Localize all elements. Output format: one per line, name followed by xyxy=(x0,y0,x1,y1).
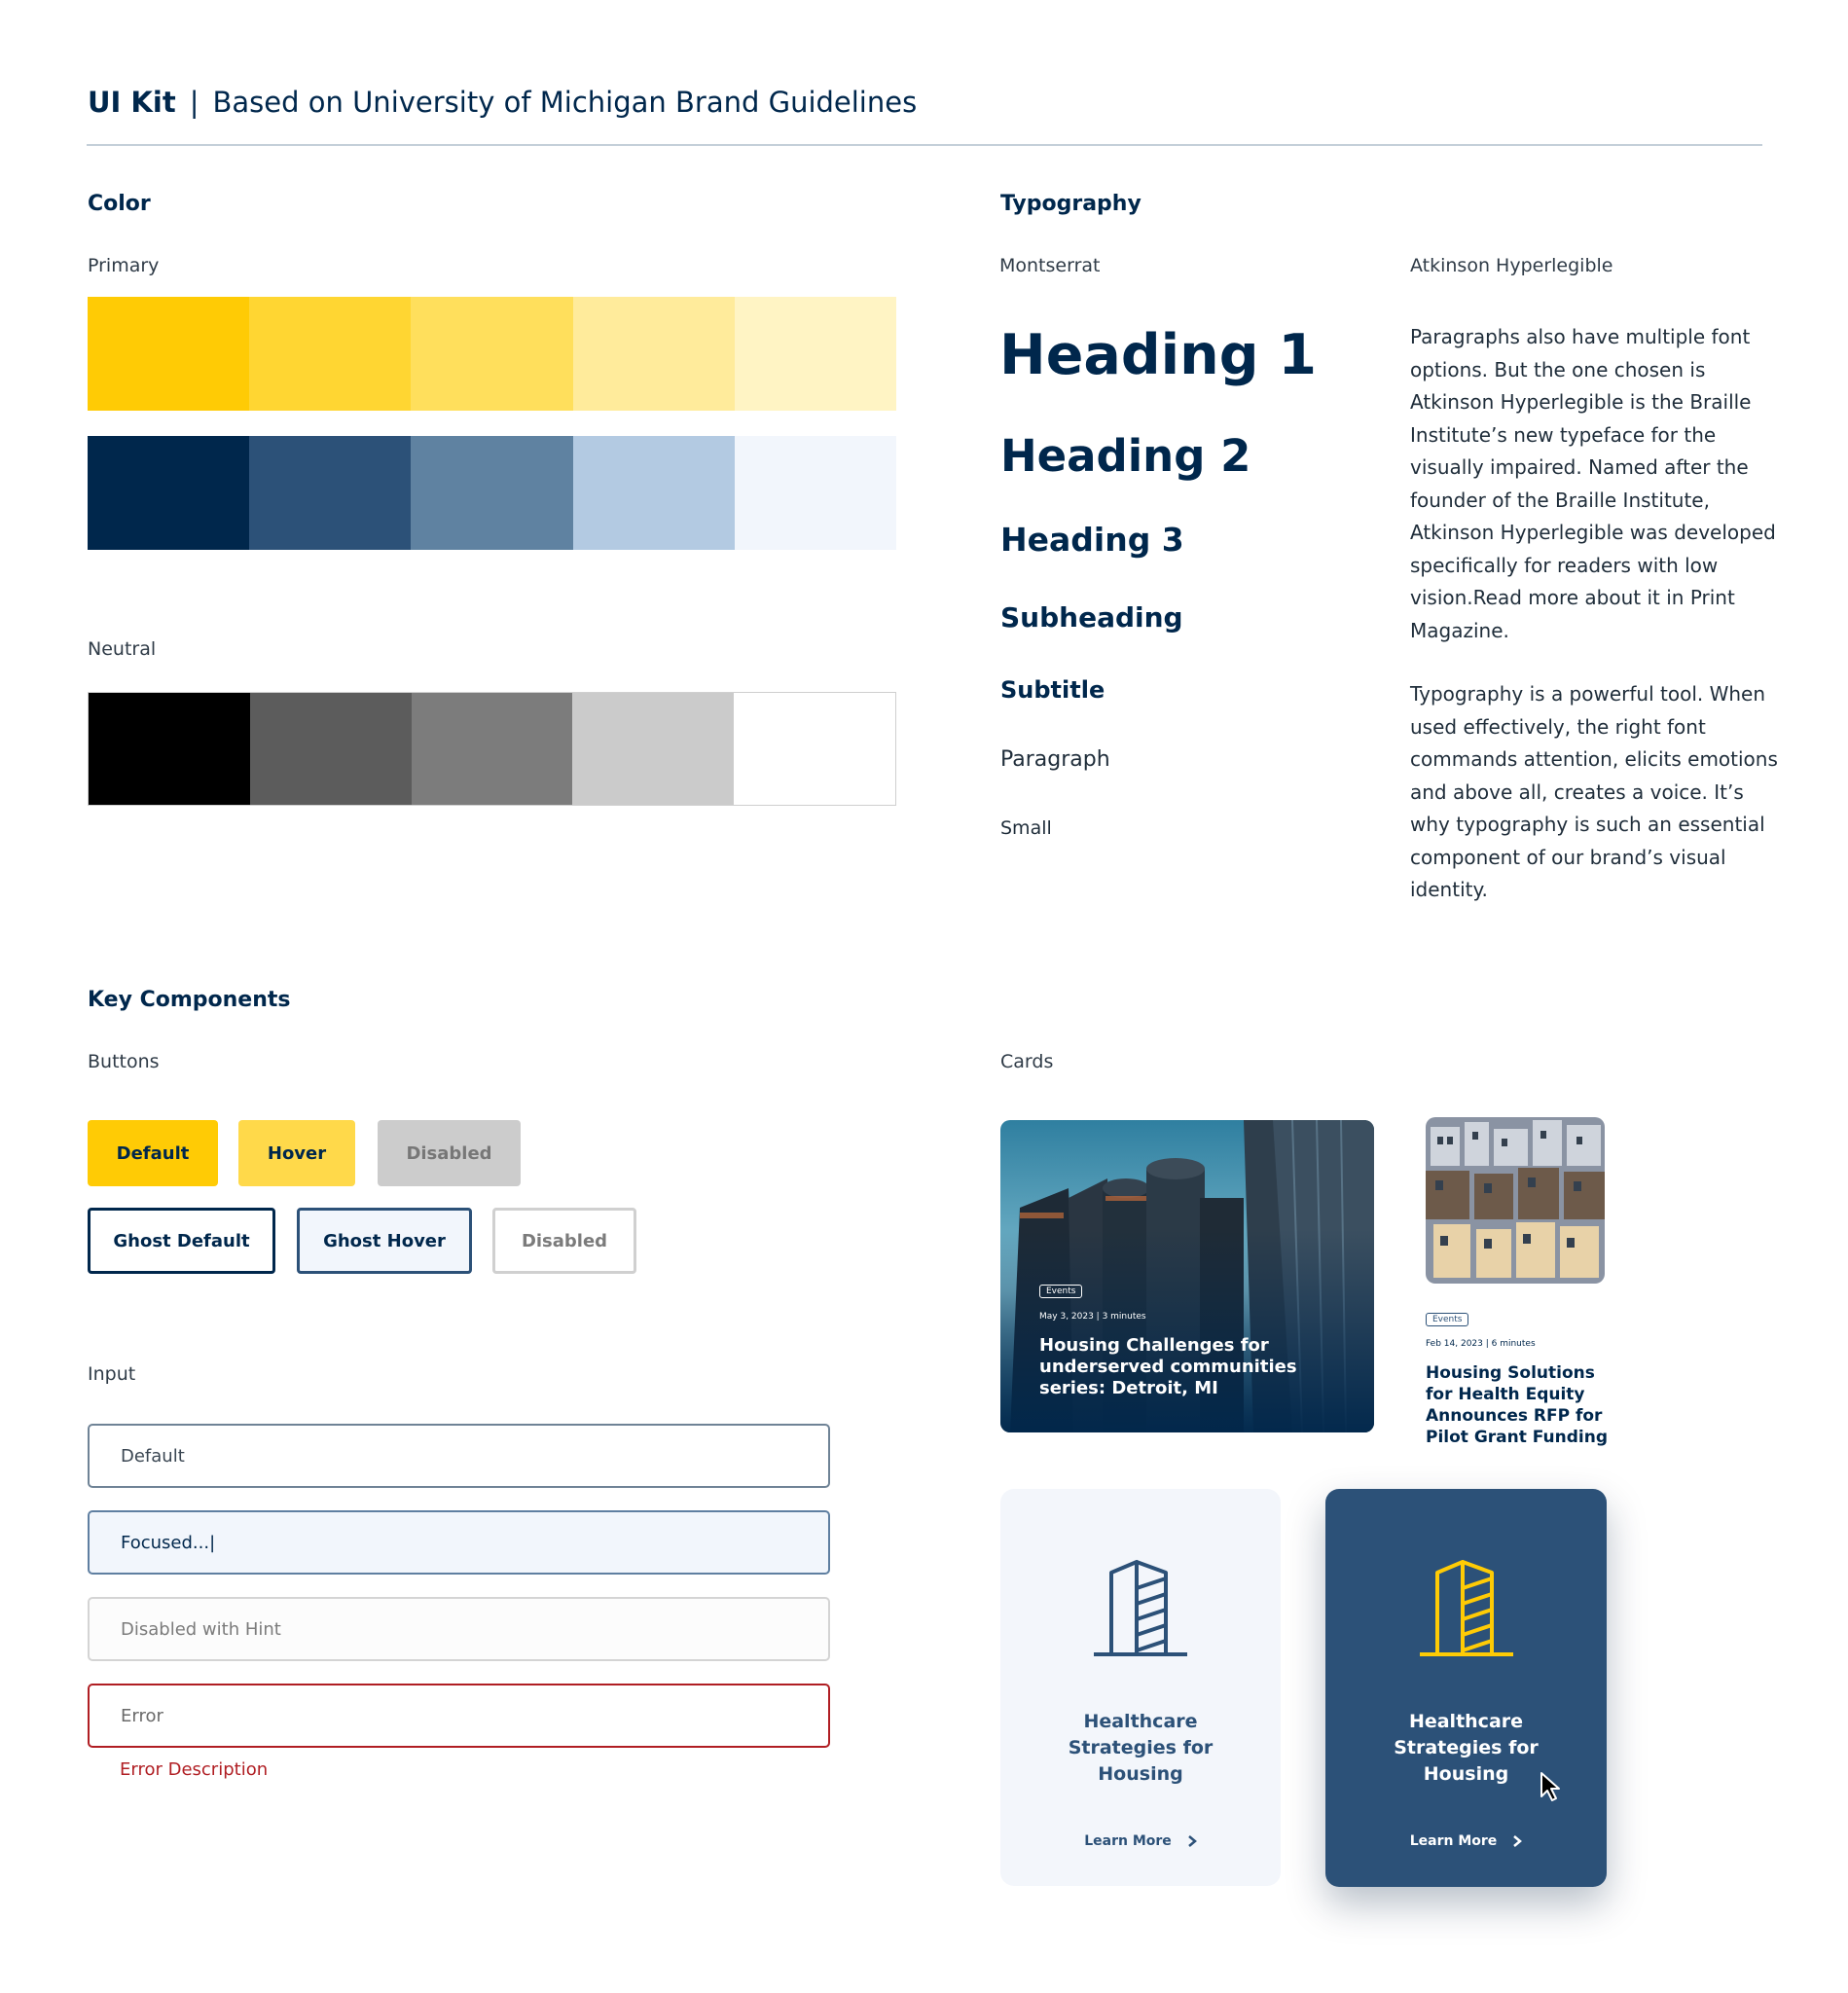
service-card-dark[interactable] xyxy=(1325,1489,1607,1887)
swatch-yellow-3 xyxy=(411,297,572,411)
swatch-neutral-1 xyxy=(89,693,250,805)
card-title: Housing Challenges for underserved communities series: Detroit, MI xyxy=(1039,1335,1297,1398)
hover-button[interactable]: Hover xyxy=(238,1120,355,1186)
heading-1-sample: Heading 1 xyxy=(999,323,1318,387)
subtitle-sample: Subtitle xyxy=(1000,676,1105,704)
swatch-yellow-5 xyxy=(735,297,896,411)
primary-label: Primary xyxy=(88,255,160,276)
card-badge: Events xyxy=(1426,1313,1468,1326)
card-badge: Events xyxy=(1039,1285,1082,1298)
disabled-button[interactable]: Disabled xyxy=(378,1120,521,1186)
service-card-title: Healthcare Strategies for Housing xyxy=(1068,1711,1214,1785)
event-card-large[interactable] xyxy=(1000,1120,1374,1432)
typography-section-title: Typography xyxy=(1000,192,1141,216)
card-image-wrap xyxy=(1426,1117,1605,1284)
learn-more-label: Learn More xyxy=(1409,1833,1498,1849)
error-description: Error Description xyxy=(120,1759,269,1780)
swatch-blue-4 xyxy=(573,436,735,550)
swatch-yellow-4 xyxy=(573,297,735,411)
service-card-light[interactable] xyxy=(1000,1489,1281,1886)
chevron-right-icon xyxy=(1512,1834,1522,1848)
primary-blue-swatches xyxy=(88,436,896,550)
header-separator: | xyxy=(189,86,199,119)
swatch-yellow-2 xyxy=(249,297,411,411)
focused-input[interactable] xyxy=(88,1510,830,1575)
neutral-label: Neutral xyxy=(88,638,157,660)
disabled-input[interactable] xyxy=(88,1597,830,1661)
learn-more-link[interactable] xyxy=(1084,1833,1197,1849)
kit-label: UI Kit xyxy=(88,86,176,119)
default-button[interactable]: Default xyxy=(88,1120,218,1186)
input-label: Input xyxy=(88,1363,136,1385)
building-icon xyxy=(1418,1559,1515,1658)
card-meta: Feb 14, 2023 | 6 minutes xyxy=(1426,1339,1536,1349)
components-section-title: Key Components xyxy=(88,988,291,1012)
chevron-right-icon xyxy=(1187,1834,1197,1848)
swatch-neutral-5 xyxy=(734,693,895,805)
swatch-neutral-4 xyxy=(572,693,734,805)
page-header xyxy=(88,86,917,119)
swatch-blue-1 xyxy=(88,436,249,550)
card-meta: May 3, 2023 | 3 minutes xyxy=(1039,1312,1146,1322)
cards-label: Cards xyxy=(1000,1051,1054,1072)
mouse-cursor-icon xyxy=(1540,1771,1563,1802)
error-input[interactable] xyxy=(88,1684,830,1748)
ghost-default-button[interactable]: Ghost Default xyxy=(88,1208,275,1274)
ghost-hover-button[interactable]: Ghost Hover xyxy=(297,1208,472,1274)
service-card-title: Healthcare Strategies for Housing xyxy=(1394,1711,1539,1785)
page-subtitle: Based on University of Michigan Brand Guidelines xyxy=(212,86,918,119)
swatch-blue-3 xyxy=(411,436,572,550)
primary-yellow-swatches xyxy=(88,297,896,411)
swatch-blue-2 xyxy=(249,436,411,550)
buttons-label: Buttons xyxy=(88,1051,160,1072)
swatch-neutral-3 xyxy=(412,693,573,805)
paragraph-text-1: Paragraphs also have multiple font options. But the one chosen is Atkinson Hyperlegible is the Braille Institute’s new typeface for the visually impaired. Named after the founder of the Braille Institute, Atkinson Hyperlegible was developed specifically for readers with low vision.Read more about it in Print Magazine. xyxy=(1410,325,1776,642)
card-title: Housing Solutions for Health Equity Announces RFP for Pilot Grant Funding xyxy=(1426,1363,1609,1447)
paragraph-text-2: Typography is a powerful tool. When used effectively, the right font commands attention, elicits emotions and above all, creates a voice. It’s why typography is such an essential component of our brand’s visual identity. xyxy=(1410,682,1778,901)
swatch-yellow-1 xyxy=(88,297,249,411)
color-section-title: Color xyxy=(88,192,151,216)
swatch-blue-5 xyxy=(735,436,896,550)
neutral-swatches xyxy=(88,692,896,806)
ghost-disabled-button[interactable]: Disabled xyxy=(492,1208,636,1274)
learn-more-label: Learn More xyxy=(1084,1833,1172,1849)
font-atkinson-label: Atkinson Hyperlegible xyxy=(1410,255,1613,276)
building-icon xyxy=(1092,1559,1189,1658)
small-sample: Small xyxy=(1000,817,1052,839)
font-montserrat-label: Montserrat xyxy=(999,255,1101,276)
default-input[interactable] xyxy=(88,1424,830,1488)
paragraph-sample: Paragraph xyxy=(1000,747,1110,772)
houses-image xyxy=(1426,1117,1605,1284)
header-divider xyxy=(87,144,1762,146)
heading-3-sample: Heading 3 xyxy=(1000,521,1184,559)
heading-2-sample: Heading 2 xyxy=(1000,430,1251,482)
swatch-neutral-2 xyxy=(250,693,412,805)
event-card-small[interactable] xyxy=(1426,1117,1620,1447)
learn-more-link[interactable] xyxy=(1410,1833,1523,1849)
subheading-sample: Subheading xyxy=(1000,601,1183,634)
